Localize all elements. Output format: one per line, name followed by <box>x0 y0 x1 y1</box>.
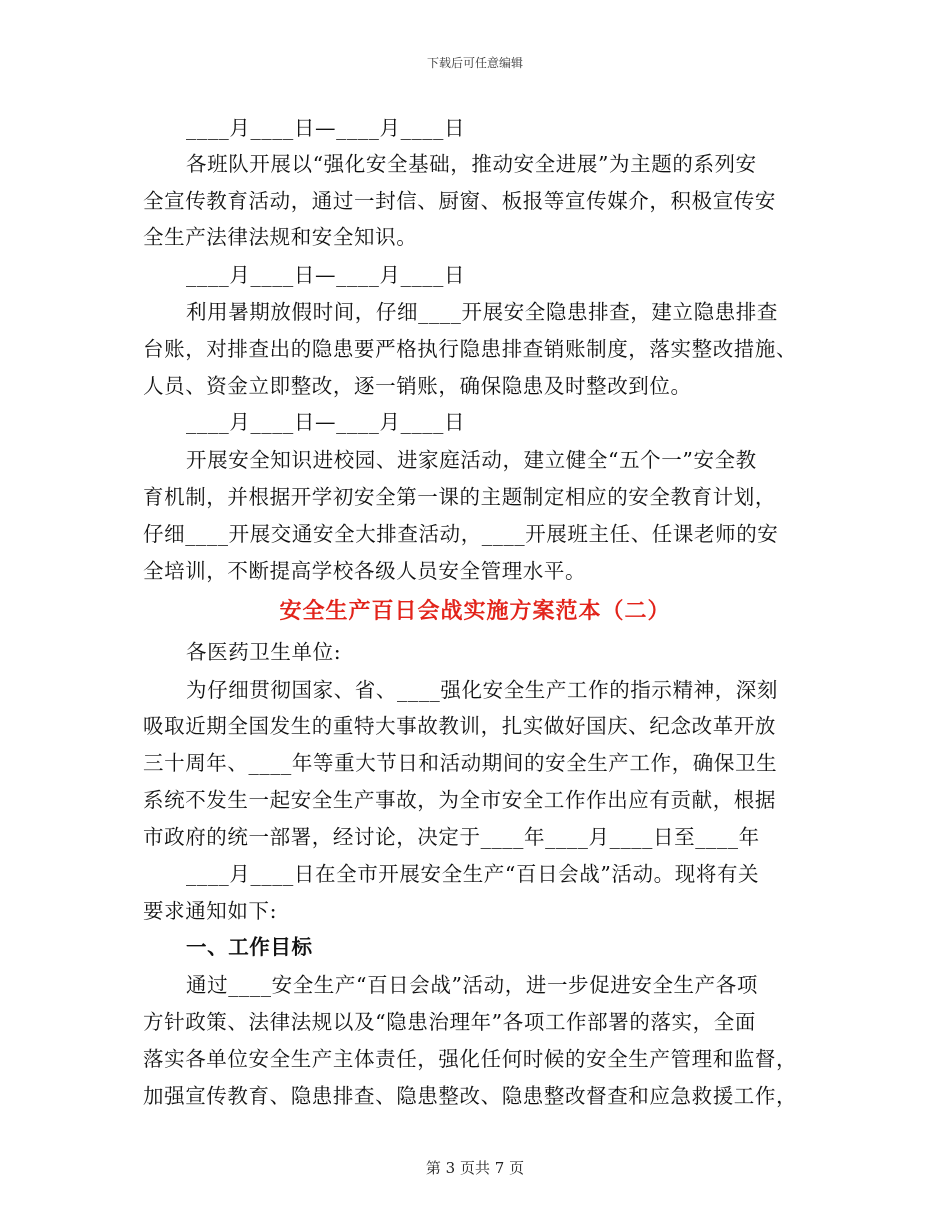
date-range-line: ____月____日—____月____日 <box>186 116 466 140</box>
paragraph-line: 通过____安全生产“百日会战”活动，进一步促进安全生产各项 <box>186 973 758 997</box>
paragraph-line: 全培训，不断提高学校各级人员安全管理水平。 <box>143 559 587 583</box>
paragraph-line: 育机制，并根据开学初安全第一课的主题制定相应的安全教育计划， <box>143 485 776 509</box>
paragraph-line: ____月____日在全市开展安全生产“百日会战”活动。现将有关 <box>186 862 760 886</box>
paragraph-line: 三十周年、____年等重大节日和活动期间的安全生产工作，确保卫生 <box>143 751 778 775</box>
paragraph-line: 加强宣传教育、隐患排查、隐患整改、隐患整改督查和应急救援工作， <box>143 1084 798 1108</box>
paragraph-line: 市政府的统一部署，经讨论，决定于____年____月____日至____年 <box>143 825 760 849</box>
paragraph-line: 落实各单位安全生产主体责任，强化任何时候的安全生产管理和监督， <box>143 1047 798 1071</box>
paragraph-line: 方针政策、法律法规以及“隐患治理年”各项工作部署的落实，全面 <box>143 1010 756 1034</box>
paragraph-line: 全生产法律法规和安全知识。 <box>143 225 418 249</box>
section-title: 安全生产百日会战实施方案范本（二） <box>279 599 671 624</box>
paragraph-line: 开展安全知识进校园、进家庭活动，建立健全“五个一”安全教 <box>186 448 757 472</box>
paragraph-line: 台账，对排查出的隐患要严格执行隐患排查销账制度，落实整改措施、 <box>143 337 798 361</box>
paragraph-line: 各班队开展以“强化安全基础，推动安全进展”为主题的系列安 <box>186 152 757 176</box>
paragraph-line: 利用暑期放假时间，仔细____开展安全隐患排查，建立隐患排查 <box>186 300 778 324</box>
paragraph-line: 人员、资金立即整改，逐一销账，确保隐患及时整改到位。 <box>143 374 692 398</box>
paragraph-line: 仔细____开展交通安全大排查活动，____开展班主任、任课老师的安 <box>143 522 779 546</box>
date-range-line: ____月____日—____月____日 <box>186 263 466 287</box>
page-footer: 第 3 页共 7 页 <box>425 1159 525 1177</box>
paragraph-line: 系统不发生一起安全生产事故，为全市安全工作作出应有贡献，根据 <box>143 788 776 812</box>
date-range-line: ____月____日—____月____日 <box>186 410 466 434</box>
page-header: 下载后可任意编辑 <box>426 56 523 70</box>
paragraph-line: 全宣传教育活动，通过一封信、厨窗、板报等宣传媒介，积极宣传安 <box>143 189 776 213</box>
subsection-heading: 一、工作目标 <box>186 935 313 959</box>
paragraph-line: 要求通知如下: <box>143 899 278 923</box>
salutation-line: 各医药卫生单位: <box>186 640 342 664</box>
paragraph-line: 为仔细贯彻国家、省、____强化安全生产工作的指示精神，深刻 <box>186 678 778 702</box>
paragraph-line: 吸取近期全国发生的重特大事故教训，扎实做好国庆、纪念改革开放 <box>143 714 776 738</box>
